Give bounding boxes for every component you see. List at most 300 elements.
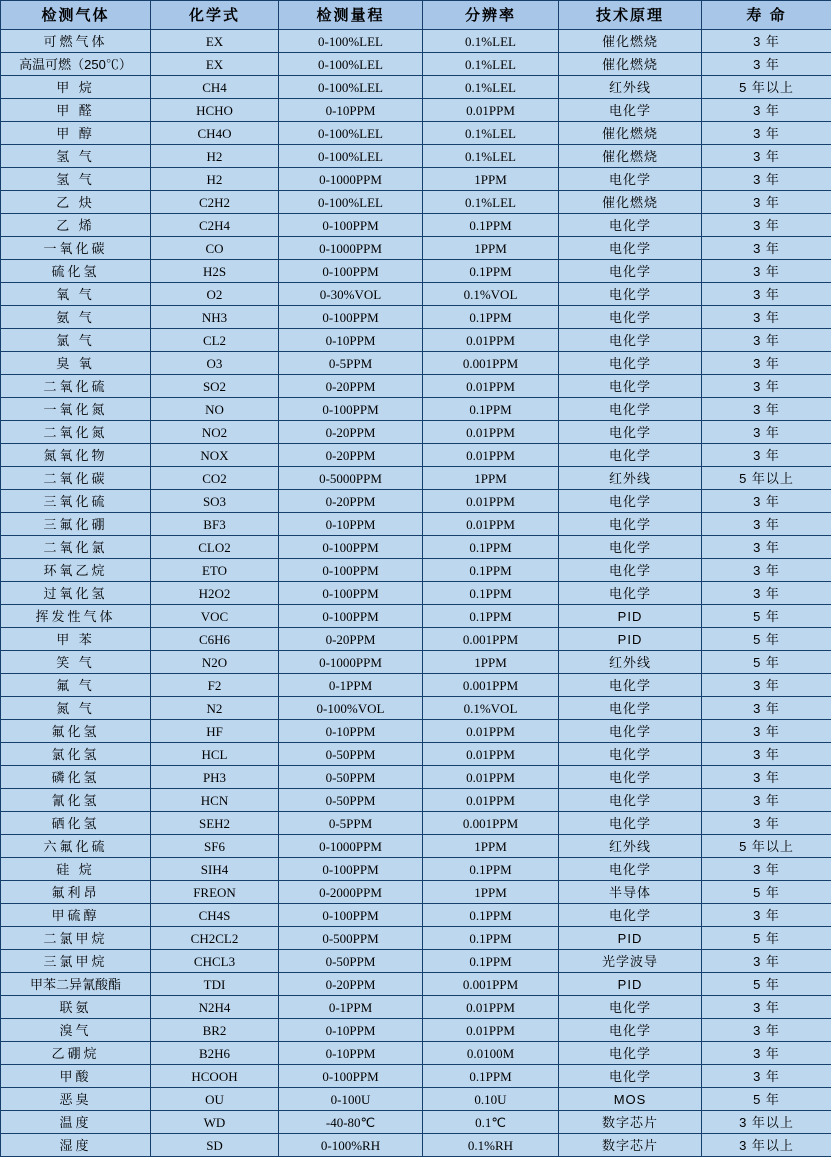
cell-resolution: 0.01PPM xyxy=(423,996,559,1019)
cell-resolution: 0.1PPM xyxy=(423,306,559,329)
column-header-lifetime: 寿 命 xyxy=(702,1,831,30)
table-row xyxy=(1,214,831,237)
cell-formula: H2 xyxy=(151,168,279,191)
cell-resolution: 0.01PPM xyxy=(423,375,559,398)
table-row xyxy=(1,76,831,99)
cell-gas-name: 氟 气 xyxy=(1,674,151,697)
cell-formula: CH4 xyxy=(151,76,279,99)
cell-technology: 电化学 xyxy=(559,513,702,536)
cell-formula: HF xyxy=(151,720,279,743)
cell-lifetime: 3 年 xyxy=(702,513,831,536)
cell-resolution: 0.1%LEL xyxy=(423,30,559,53)
cell-lifetime: 5 年以上 xyxy=(702,467,831,490)
cell-range: 0-100PPM xyxy=(279,260,423,283)
cell-gas-name: 二氯甲烷 xyxy=(1,927,151,950)
cell-formula: N2H4 xyxy=(151,996,279,1019)
table-row xyxy=(1,398,831,421)
cell-technology: 电化学 xyxy=(559,99,702,122)
cell-range: 0-500PPM xyxy=(279,927,423,950)
cell-resolution: 0.001PPM xyxy=(423,628,559,651)
cell-gas-name: 氟利昂 xyxy=(1,881,151,904)
cell-range: 0-20PPM xyxy=(279,444,423,467)
cell-technology: 电化学 xyxy=(559,444,702,467)
cell-formula: HCHO xyxy=(151,99,279,122)
table-row xyxy=(1,950,831,973)
cell-technology: 电化学 xyxy=(559,237,702,260)
cell-gas-name: 臭 氧 xyxy=(1,352,151,375)
table-row xyxy=(1,628,831,651)
cell-formula: NOX xyxy=(151,444,279,467)
cell-technology: 电化学 xyxy=(559,260,702,283)
cell-gas-name: 笑 气 xyxy=(1,651,151,674)
cell-gas-name: 甲 醛 xyxy=(1,99,151,122)
table-row xyxy=(1,927,831,950)
cell-formula: CO2 xyxy=(151,467,279,490)
cell-resolution: 0.001PPM xyxy=(423,973,559,996)
cell-formula: SF6 xyxy=(151,835,279,858)
table-row xyxy=(1,1065,831,1088)
cell-technology: 电化学 xyxy=(559,743,702,766)
column-header-range: 检测量程 xyxy=(279,1,423,30)
table-row xyxy=(1,1042,831,1065)
cell-gas-name: 氮 气 xyxy=(1,697,151,720)
cell-resolution: 0.001PPM xyxy=(423,352,559,375)
cell-resolution: 0.01PPM xyxy=(423,490,559,513)
table-row xyxy=(1,329,831,352)
cell-formula: C2H2 xyxy=(151,191,279,214)
cell-technology: 催化燃烧 xyxy=(559,53,702,76)
cell-technology: 电化学 xyxy=(559,536,702,559)
cell-technology: 半导体 xyxy=(559,881,702,904)
table-row xyxy=(1,743,831,766)
cell-range: 0-10PPM xyxy=(279,329,423,352)
cell-lifetime: 3 年 xyxy=(702,375,831,398)
cell-lifetime: 3 年 xyxy=(702,444,831,467)
cell-formula: H2 xyxy=(151,145,279,168)
cell-range: 0-2000PPM xyxy=(279,881,423,904)
cell-gas-name: 硫化氢 xyxy=(1,260,151,283)
cell-technology: 催化燃烧 xyxy=(559,30,702,53)
cell-lifetime: 5 年 xyxy=(702,628,831,651)
cell-lifetime: 3 年 xyxy=(702,743,831,766)
cell-lifetime: 3 年 xyxy=(702,812,831,835)
cell-lifetime: 3 年 xyxy=(702,99,831,122)
table-row xyxy=(1,513,831,536)
cell-gas-name: 二氧化硫 xyxy=(1,375,151,398)
cell-gas-name: 氯 气 xyxy=(1,329,151,352)
cell-range: 0-5PPM xyxy=(279,352,423,375)
cell-technology: MOS xyxy=(559,1088,702,1111)
cell-technology: 电化学 xyxy=(559,812,702,835)
cell-gas-name: 温度 xyxy=(1,1111,151,1134)
cell-resolution: 1PPM xyxy=(423,467,559,490)
cell-lifetime: 5 年 xyxy=(702,973,831,996)
cell-resolution: 0.0100M xyxy=(423,1042,559,1065)
cell-lifetime: 3 年 xyxy=(702,329,831,352)
table-header xyxy=(1,1,831,30)
cell-lifetime: 3 年 xyxy=(702,904,831,927)
cell-range: 0-10PPM xyxy=(279,1042,423,1065)
cell-gas-name: 三氟化硼 xyxy=(1,513,151,536)
cell-gas-name: 湿度 xyxy=(1,1134,151,1157)
table-row xyxy=(1,122,831,145)
cell-resolution: 0.001PPM xyxy=(423,674,559,697)
cell-lifetime: 3 年 xyxy=(702,1019,831,1042)
cell-gas-name: 恶臭 xyxy=(1,1088,151,1111)
cell-technology: 电化学 xyxy=(559,674,702,697)
cell-technology: 电化学 xyxy=(559,306,702,329)
cell-range: 0-100%LEL xyxy=(279,30,423,53)
table-row xyxy=(1,1134,831,1157)
cell-formula: CLO2 xyxy=(151,536,279,559)
cell-resolution: 0.1%LEL xyxy=(423,122,559,145)
table-row xyxy=(1,1111,831,1134)
cell-technology: 电化学 xyxy=(559,421,702,444)
cell-lifetime: 3 年 xyxy=(702,536,831,559)
cell-gas-name: 高温可燃（250℃） xyxy=(1,53,151,76)
cell-gas-name: 氮氧化物 xyxy=(1,444,151,467)
cell-gas-name: 联氨 xyxy=(1,996,151,1019)
cell-lifetime: 3 年 xyxy=(702,996,831,1019)
cell-gas-name: 氯化氢 xyxy=(1,743,151,766)
cell-formula: CO xyxy=(151,237,279,260)
cell-lifetime: 5 年 xyxy=(702,881,831,904)
table-row xyxy=(1,835,831,858)
cell-resolution: 0.1PPM xyxy=(423,559,559,582)
table-row xyxy=(1,168,831,191)
cell-resolution: 0.1PPM xyxy=(423,398,559,421)
cell-lifetime: 3 年 xyxy=(702,398,831,421)
cell-lifetime: 3 年 xyxy=(702,421,831,444)
table-row xyxy=(1,375,831,398)
cell-technology: 电化学 xyxy=(559,1019,702,1042)
cell-resolution: 0.1PPM xyxy=(423,927,559,950)
cell-resolution: 0.01PPM xyxy=(423,329,559,352)
cell-technology: 光学波导 xyxy=(559,950,702,973)
table-row xyxy=(1,996,831,1019)
cell-range: 0-100PPM xyxy=(279,214,423,237)
table-row xyxy=(1,421,831,444)
table-row xyxy=(1,352,831,375)
cell-range: 0-100PPM xyxy=(279,1065,423,1088)
cell-formula: CL2 xyxy=(151,329,279,352)
cell-technology: 电化学 xyxy=(559,329,702,352)
cell-resolution: 0.01PPM xyxy=(423,789,559,812)
cell-range: 0-100PPM xyxy=(279,398,423,421)
cell-range: 0-10PPM xyxy=(279,99,423,122)
cell-gas-name: 氨 气 xyxy=(1,306,151,329)
cell-resolution: 1PPM xyxy=(423,651,559,674)
cell-technology: 催化燃烧 xyxy=(559,145,702,168)
cell-technology: 电化学 xyxy=(559,720,702,743)
cell-range: 0-50PPM xyxy=(279,743,423,766)
table-row xyxy=(1,858,831,881)
cell-range: -40-80℃ xyxy=(279,1111,423,1134)
table-row xyxy=(1,260,831,283)
cell-technology: 电化学 xyxy=(559,904,702,927)
cell-technology: 电化学 xyxy=(559,1042,702,1065)
cell-range: 0-100%LEL xyxy=(279,191,423,214)
cell-range: 0-100%LEL xyxy=(279,145,423,168)
cell-range: 0-100PPM xyxy=(279,306,423,329)
cell-range: 0-30%VOL xyxy=(279,283,423,306)
cell-gas-name: 溴气 xyxy=(1,1019,151,1042)
cell-lifetime: 3 年 xyxy=(702,191,831,214)
cell-lifetime: 3 年 xyxy=(702,1065,831,1088)
cell-resolution: 0.1℃ xyxy=(423,1111,559,1134)
cell-range: 0-1PPM xyxy=(279,996,423,1019)
cell-range: 0-100PPM xyxy=(279,904,423,927)
cell-gas-name: 乙 炔 xyxy=(1,191,151,214)
cell-gas-name: 二氧化氮 xyxy=(1,421,151,444)
cell-range: 0-50PPM xyxy=(279,766,423,789)
table-row xyxy=(1,766,831,789)
cell-lifetime: 3 年 xyxy=(702,490,831,513)
cell-formula: NO2 xyxy=(151,421,279,444)
cell-gas-name: 一氧化氮 xyxy=(1,398,151,421)
cell-formula: H2O2 xyxy=(151,582,279,605)
cell-formula: C6H6 xyxy=(151,628,279,651)
cell-gas-name: 六氟化硫 xyxy=(1,835,151,858)
cell-range: 0-100PPM xyxy=(279,582,423,605)
cell-range: 0-20PPM xyxy=(279,628,423,651)
cell-range: 0-100PPM xyxy=(279,536,423,559)
cell-resolution: 0.01PPM xyxy=(423,444,559,467)
cell-formula: OU xyxy=(151,1088,279,1111)
cell-resolution: 0.01PPM xyxy=(423,720,559,743)
cell-resolution: 0.01PPM xyxy=(423,513,559,536)
cell-lifetime: 3 年 xyxy=(702,789,831,812)
cell-resolution: 0.01PPM xyxy=(423,743,559,766)
cell-formula: NO xyxy=(151,398,279,421)
cell-resolution: 0.01PPM xyxy=(423,1019,559,1042)
cell-resolution: 0.1PPM xyxy=(423,950,559,973)
cell-formula: N2O xyxy=(151,651,279,674)
cell-lifetime: 3 年 xyxy=(702,950,831,973)
table-row xyxy=(1,237,831,260)
cell-range: 0-1000PPM xyxy=(279,835,423,858)
table-row xyxy=(1,904,831,927)
cell-lifetime: 5 年 xyxy=(702,651,831,674)
cell-lifetime: 3 年 xyxy=(702,1042,831,1065)
cell-lifetime: 3 年以上 xyxy=(702,1111,831,1134)
cell-technology: 电化学 xyxy=(559,398,702,421)
cell-formula: SO3 xyxy=(151,490,279,513)
cell-range: 0-100%VOL xyxy=(279,697,423,720)
cell-formula: BF3 xyxy=(151,513,279,536)
cell-range: 0-100PPM xyxy=(279,559,423,582)
cell-gas-name: 乙硼烷 xyxy=(1,1042,151,1065)
cell-range: 0-10PPM xyxy=(279,720,423,743)
cell-range: 0-1000PPM xyxy=(279,237,423,260)
cell-technology: 红外线 xyxy=(559,651,702,674)
cell-gas-name: 磷化氢 xyxy=(1,766,151,789)
cell-formula: O2 xyxy=(151,283,279,306)
table-row xyxy=(1,99,831,122)
column-header-formula: 化学式 xyxy=(151,1,279,30)
cell-technology: 催化燃烧 xyxy=(559,191,702,214)
cell-range: 0-100PPM xyxy=(279,858,423,881)
cell-formula: EX xyxy=(151,30,279,53)
cell-formula: F2 xyxy=(151,674,279,697)
cell-range: 0-20PPM xyxy=(279,375,423,398)
cell-technology: PID xyxy=(559,605,702,628)
cell-formula: SIH4 xyxy=(151,858,279,881)
cell-technology: 电化学 xyxy=(559,996,702,1019)
cell-formula: TDI xyxy=(151,973,279,996)
cell-resolution: 1PPM xyxy=(423,881,559,904)
cell-technology: 催化燃烧 xyxy=(559,122,702,145)
cell-range: 0-1000PPM xyxy=(279,651,423,674)
cell-technology: 电化学 xyxy=(559,697,702,720)
cell-resolution: 0.1PPM xyxy=(423,582,559,605)
cell-technology: 电化学 xyxy=(559,352,702,375)
cell-range: 0-20PPM xyxy=(279,421,423,444)
cell-formula: EX xyxy=(151,53,279,76)
cell-lifetime: 3 年 xyxy=(702,260,831,283)
cell-gas-name: 氟化氢 xyxy=(1,720,151,743)
table-row xyxy=(1,973,831,996)
cell-resolution: 0.01PPM xyxy=(423,421,559,444)
cell-range: 0-20PPM xyxy=(279,973,423,996)
cell-range: 0-100%RH xyxy=(279,1134,423,1157)
cell-range: 0-10PPM xyxy=(279,513,423,536)
table-row xyxy=(1,1088,831,1111)
cell-formula: BR2 xyxy=(151,1019,279,1042)
cell-lifetime: 3 年 xyxy=(702,30,831,53)
cell-lifetime: 5 年 xyxy=(702,927,831,950)
cell-technology: 电化学 xyxy=(559,1065,702,1088)
cell-formula: CH2CL2 xyxy=(151,927,279,950)
cell-gas-name: 二氧化氯 xyxy=(1,536,151,559)
cell-lifetime: 3 年 xyxy=(702,674,831,697)
cell-formula: N2 xyxy=(151,697,279,720)
cell-gas-name: 一氧化碳 xyxy=(1,237,151,260)
table-row xyxy=(1,145,831,168)
cell-range: 0-100%LEL xyxy=(279,76,423,99)
cell-range: 0-1PPM xyxy=(279,674,423,697)
cell-technology: 电化学 xyxy=(559,582,702,605)
table-row xyxy=(1,697,831,720)
cell-gas-name: 可燃气体 xyxy=(1,30,151,53)
cell-range: 0-10PPM xyxy=(279,1019,423,1042)
cell-formula: SD xyxy=(151,1134,279,1157)
cell-formula: CH4S xyxy=(151,904,279,927)
cell-gas-name: 氧 气 xyxy=(1,283,151,306)
table-row xyxy=(1,1019,831,1042)
cell-lifetime: 3 年 xyxy=(702,352,831,375)
cell-resolution: 0.1%LEL xyxy=(423,76,559,99)
cell-resolution: 0.1%VOL xyxy=(423,283,559,306)
cell-range: 0-100%LEL xyxy=(279,122,423,145)
table-row xyxy=(1,467,831,490)
cell-resolution: 0.1%VOL xyxy=(423,697,559,720)
cell-formula: FREON xyxy=(151,881,279,904)
cell-gas-name: 甲 苯 xyxy=(1,628,151,651)
cell-resolution: 0.1PPM xyxy=(423,536,559,559)
cell-formula: CH4O xyxy=(151,122,279,145)
cell-lifetime: 3 年 xyxy=(702,283,831,306)
cell-gas-name: 二氧化碳 xyxy=(1,467,151,490)
cell-lifetime: 3 年 xyxy=(702,214,831,237)
cell-technology: 电化学 xyxy=(559,283,702,306)
cell-range: 0-20PPM xyxy=(279,490,423,513)
cell-resolution: 0.01PPM xyxy=(423,766,559,789)
cell-range: 0-100%LEL xyxy=(279,53,423,76)
cell-technology: 电化学 xyxy=(559,789,702,812)
cell-formula: O3 xyxy=(151,352,279,375)
cell-gas-name: 氢 气 xyxy=(1,168,151,191)
cell-resolution: 0.001PPM xyxy=(423,812,559,835)
cell-gas-name: 甲苯二异氰酸酯 xyxy=(1,973,151,996)
cell-resolution: 0.1PPM xyxy=(423,260,559,283)
cell-gas-name: 乙 烯 xyxy=(1,214,151,237)
cell-gas-name: 甲硫醇 xyxy=(1,904,151,927)
cell-lifetime: 3 年 xyxy=(702,306,831,329)
cell-technology: 红外线 xyxy=(559,76,702,99)
table-row xyxy=(1,306,831,329)
table-row xyxy=(1,283,831,306)
cell-gas-name: 甲酸 xyxy=(1,1065,151,1088)
cell-gas-name: 过氧化氢 xyxy=(1,582,151,605)
cell-lifetime: 3 年 xyxy=(702,53,831,76)
cell-technology: 电化学 xyxy=(559,375,702,398)
table-row xyxy=(1,559,831,582)
cell-lifetime: 3 年 xyxy=(702,145,831,168)
cell-technology: 电化学 xyxy=(559,766,702,789)
cell-formula: SO2 xyxy=(151,375,279,398)
cell-range: 0-50PPM xyxy=(279,950,423,973)
cell-formula: SEH2 xyxy=(151,812,279,835)
cell-technology: 数字芯片 xyxy=(559,1134,702,1157)
cell-resolution: 0.1PPM xyxy=(423,904,559,927)
table-row xyxy=(1,191,831,214)
cell-technology: PID xyxy=(559,973,702,996)
cell-lifetime: 3 年 xyxy=(702,237,831,260)
cell-gas-name: 硅 烷 xyxy=(1,858,151,881)
cell-lifetime: 5 年 xyxy=(702,605,831,628)
cell-lifetime: 3 年 xyxy=(702,122,831,145)
cell-technology: PID xyxy=(559,628,702,651)
table-row xyxy=(1,53,831,76)
column-header-resolution: 分辨率 xyxy=(423,1,559,30)
cell-resolution: 0.1PPM xyxy=(423,1065,559,1088)
cell-resolution: 1PPM xyxy=(423,237,559,260)
table-row xyxy=(1,536,831,559)
cell-formula: NH3 xyxy=(151,306,279,329)
cell-range: 0-5000PPM xyxy=(279,467,423,490)
cell-lifetime: 3 年 xyxy=(702,766,831,789)
cell-resolution: 0.1PPM xyxy=(423,214,559,237)
cell-gas-name: 环氧乙烷 xyxy=(1,559,151,582)
cell-resolution: 0.1PPM xyxy=(423,858,559,881)
table-row xyxy=(1,881,831,904)
cell-formula: H2S xyxy=(151,260,279,283)
cell-gas-name: 甲 烷 xyxy=(1,76,151,99)
table-row xyxy=(1,674,831,697)
cell-gas-name: 甲 醇 xyxy=(1,122,151,145)
cell-lifetime: 3 年 xyxy=(702,858,831,881)
cell-range: 0-5PPM xyxy=(279,812,423,835)
cell-technology: 红外线 xyxy=(559,467,702,490)
cell-formula: WD xyxy=(151,1111,279,1134)
cell-resolution: 0.1%LEL xyxy=(423,53,559,76)
table-row xyxy=(1,789,831,812)
cell-formula: B2H6 xyxy=(151,1042,279,1065)
cell-formula: HCN xyxy=(151,789,279,812)
cell-lifetime: 3 年 xyxy=(702,720,831,743)
cell-technology: PID xyxy=(559,927,702,950)
